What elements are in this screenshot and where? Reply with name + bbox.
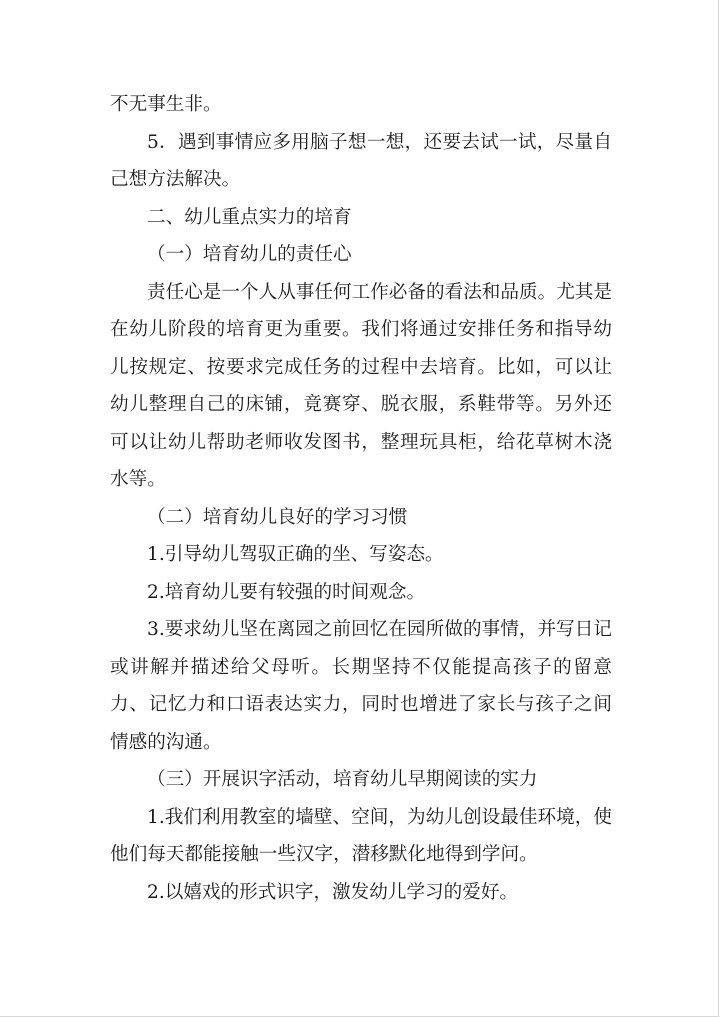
paragraph-habit-item-2: 2.培育幼儿要有较强的时间观念。 <box>147 581 426 603</box>
section-heading-2: 二、幼儿重点实力的培育 <box>147 206 352 228</box>
subsection-heading-2: （二）培育幼儿良好的学习习惯 <box>147 506 408 528</box>
subsection-heading-3: （三）开展识字活动，培育幼儿早期阅读的实力 <box>147 769 538 790</box>
paragraph-item-5: 5．遇到事情应多用脑子想一想，还要去试一试，尽量自己想方法解决。 <box>110 131 612 190</box>
paragraph-responsibility: 责任心是一个人从事任何工作必备的看法和品质。尤其是在幼儿阶段的培育更为重要。我们将通过安排任务和指导幼儿按规定、按要求完成任务的过程中去培育。比如，可以让幼儿整理自己的床铺，竟赛穿、脱衣服，系鞋带等。另外还可以让幼儿帮助老师收发图书，整理玩具柜，给花草树木浇水等。 <box>110 281 612 490</box>
paragraph-literacy-item-2: 2.以嬉戏的形式识字，激发幼儿学习的爱好。 <box>147 881 519 903</box>
subsection-heading-1: （一）培育幼儿的责任心 <box>147 244 352 265</box>
paragraph-literacy-item-1: 1.我们利用教室的墙壁、空间，为幼儿创设最佳环境，使他们每天都能接触一些汉字，潜移默化地得到学问。 <box>110 806 612 865</box>
paragraph-habit-item-1: 1.引导幼儿驾驭正确的坐、写姿态。 <box>147 544 444 565</box>
paragraph-habit-item-3: 3.要求幼儿坚在离园之前回忆在园所做的事情，并写日记或讲解并描述给父母听。长期坚持不仅能提高孩子的留意力、记忆力和口语表达实力，同时也增进了家长与孩子之间情感的沟通。 <box>110 619 612 753</box>
paragraph-continuation: 不无事生非。 <box>110 94 222 115</box>
document-body <box>110 86 612 911</box>
